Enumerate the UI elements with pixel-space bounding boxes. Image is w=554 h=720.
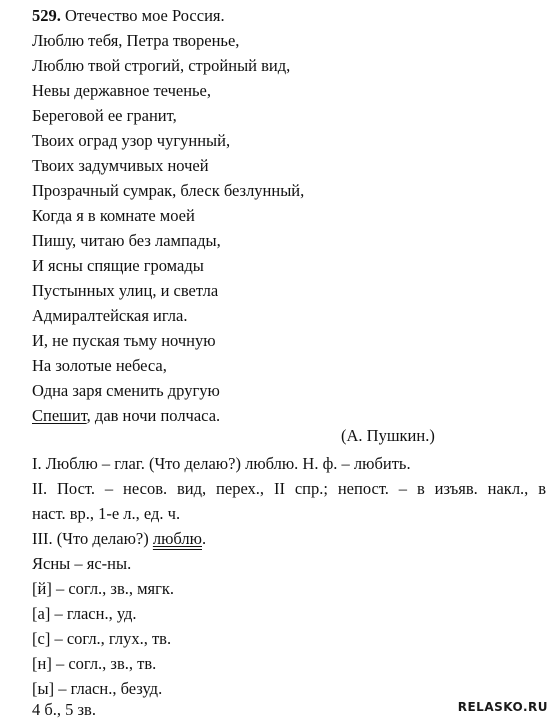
poem-line: Люблю твой строгий, стройный вид,	[32, 56, 291, 75]
analysis-part-3	[32, 529, 206, 549]
analysis-part-1: I. Люблю – глаг. (Что делаю?) люблю. Н. ф. – любить.	[32, 454, 411, 473]
exercise-title: Отечество мое Россия.	[65, 6, 225, 25]
poem-line: Когда я в комнате моей	[32, 206, 195, 225]
poem-last-line	[32, 406, 220, 426]
phonetic-summary: 4 б., 5 зв.	[32, 700, 96, 719]
exercise-number: 529.	[32, 6, 61, 25]
phonetic-row: [й] – согл., зв., мягк.	[32, 579, 175, 598]
poem-line: На золотые небеса,	[32, 356, 167, 375]
phonetic-row: [с] – согл., глух., тв.	[32, 629, 172, 648]
poem-line: Твоих задумчивых ночей	[32, 156, 209, 175]
poem-line: Прозрачный сумрак, блеск безлунный,	[32, 181, 305, 200]
underlined-verb: Спешит	[32, 406, 87, 425]
poem-last-line-rest: , дав ночи полчаса.	[86, 406, 221, 425]
site-watermark: RELASKO.RU	[457, 700, 548, 714]
poem-line: И, не пуская тьму ночную	[32, 331, 216, 350]
phonetic-row: [а] – гласн., уд.	[32, 604, 137, 623]
analysis-part-2-continued: наст. вр., 1-е л., ед. ч.	[32, 504, 181, 523]
exercise-heading	[32, 6, 225, 26]
poem-line: Пишу, читаю без лампады,	[32, 231, 221, 250]
poem-line: Люблю тебя, Петра творенье,	[32, 31, 240, 50]
phonetic-row: [н] – согл., зв., тв.	[32, 654, 157, 673]
poem-line: Невы державное теченье,	[32, 81, 212, 100]
phonetic-row: [ы] – гласн., безуд.	[32, 679, 163, 698]
poem-line: Адмиралтейская игла.	[32, 306, 188, 325]
analysis-part-3-suffix: .	[201, 529, 207, 548]
double-underlined-predicate: люблю	[152, 529, 202, 548]
poem-line: Пустынных улиц, и светла	[32, 281, 219, 300]
analysis-part-2: II. Пост. – несов. вид, перех., II спр.; непост. – в изъяв. накл., в	[32, 479, 546, 498]
poem-line: Береговой ее гранит,	[32, 106, 177, 125]
poem-author: (А. Пушкин.)	[341, 426, 435, 445]
poem-line: Твоих оград узор чугунный,	[32, 131, 231, 150]
analysis-part-3-prefix: III. (Что делаю?)	[32, 529, 153, 548]
poem-line: Одна заря сменить другую	[32, 381, 220, 400]
phonetic-word: Ясны – яс-ны.	[32, 554, 132, 573]
poem-line: И ясны спящие громады	[32, 256, 204, 275]
